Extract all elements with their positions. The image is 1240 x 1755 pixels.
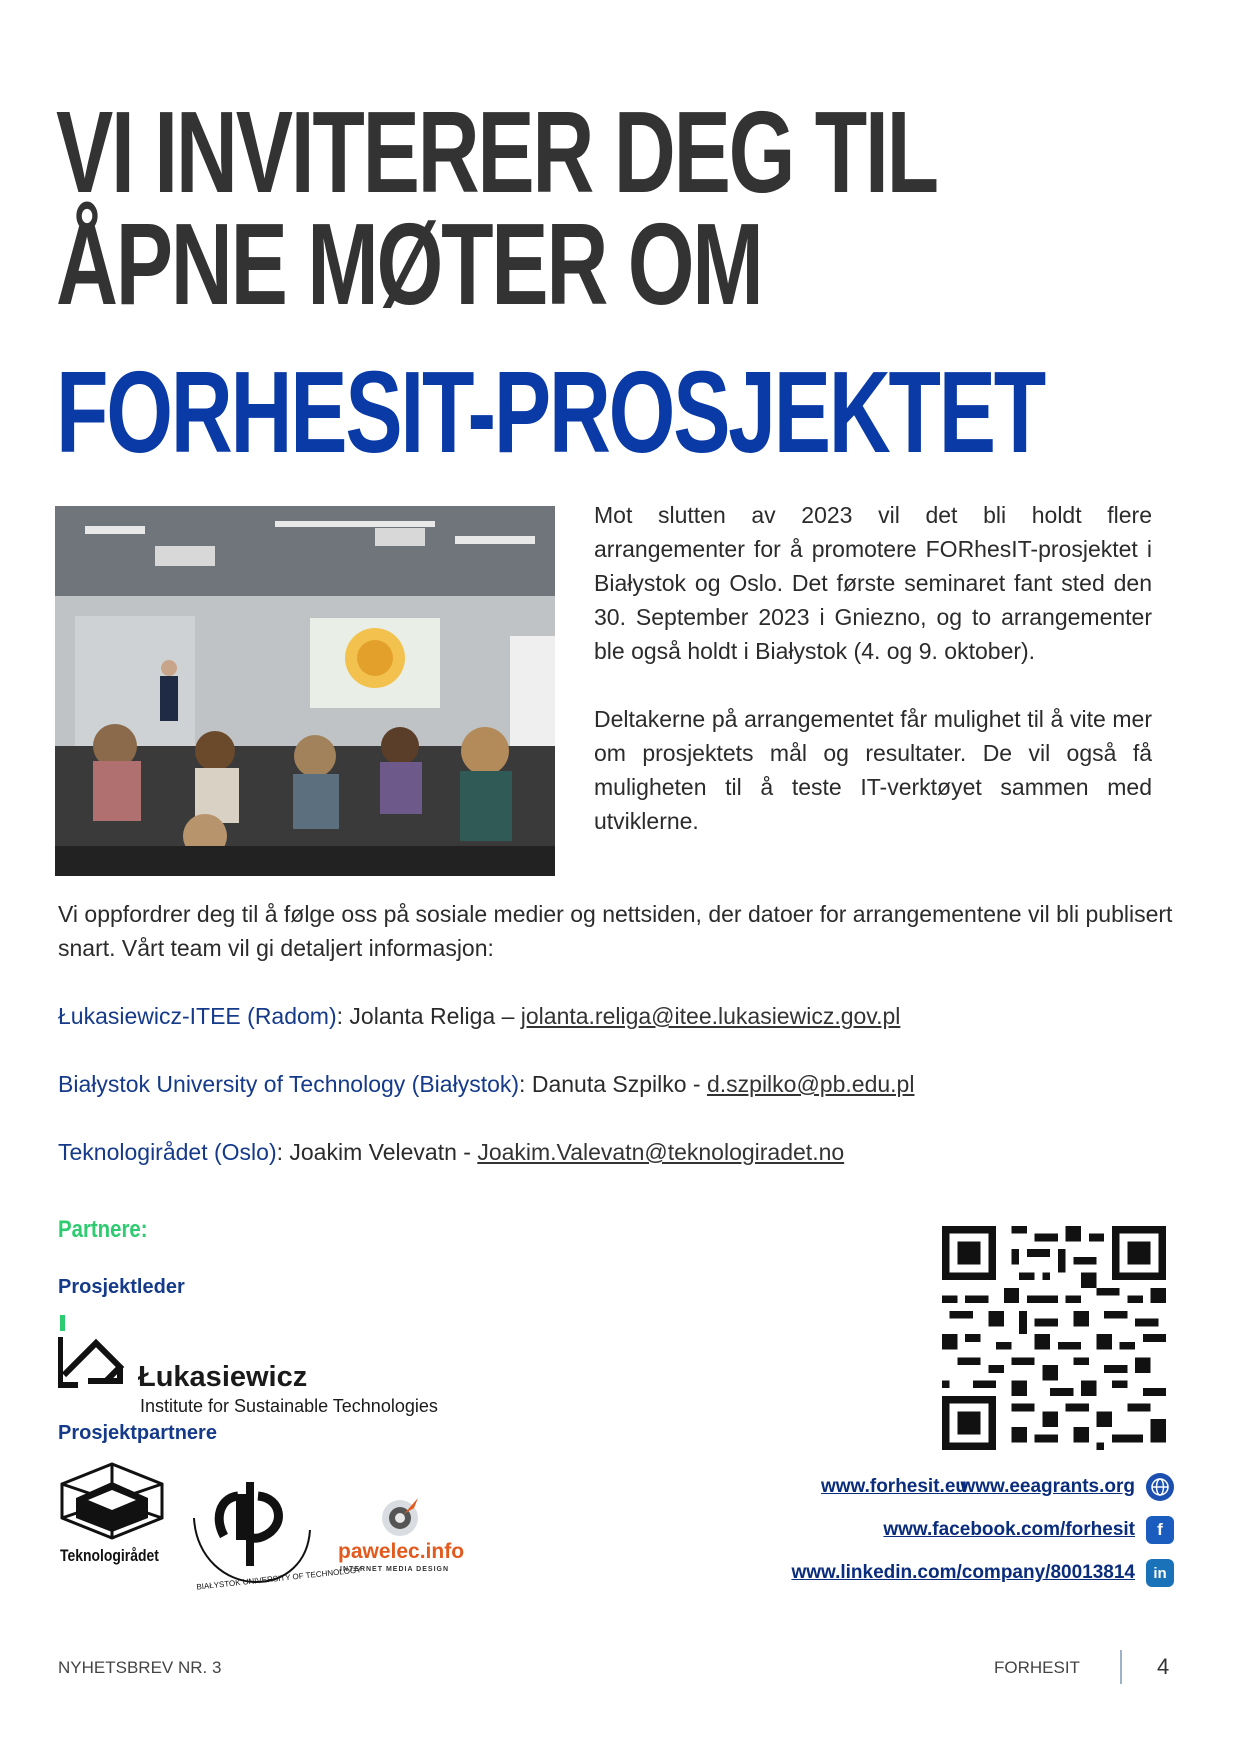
footer-divider — [1120, 1650, 1122, 1684]
contact-pb: Białystok University of Technology (Białystok): Danuta Szpilko - d.szpilko@pb.edu.pl — [58, 1071, 915, 1097]
contact-itee: Łukasiewicz-ITEE (Radom): Jolanta Religa – jolanta.religa@itee.lukasiewicz.gov.pl — [58, 1003, 901, 1029]
forhesit-website-link[interactable]: www.forhesit.eu — [820, 1476, 967, 1497]
project-lead-heading: Prosjektleder — [58, 1276, 185, 1298]
teknologiradet-name: Teknologirådet — [60, 1546, 159, 1565]
lukasiewicz-mark-icon — [58, 1315, 130, 1391]
contact-email-link[interactable]: jolanta.religa@itee.lukasiewicz.gov.pl — [520, 1003, 901, 1029]
pawelec-logo — [338, 1494, 468, 1584]
bialystok-university-name: BIAŁYSTOK UNIVERSITY OF TECHNOLOGY — [195, 1565, 362, 1592]
contact-email-link[interactable]: Joakim.Valevatn@teknologiradet.no — [477, 1139, 845, 1165]
contact-org: Teknologirådet (Oslo) — [58, 1139, 277, 1165]
pawelec-target-icon — [378, 1494, 422, 1538]
contact-teknologiradet: Teknologirådet (Oslo): Joakim Velevatn - Joakim.Valevatn@teknologiradet.no — [58, 1139, 845, 1165]
qr-code[interactable] — [942, 1226, 1166, 1450]
lukasiewicz-name: Łukasiewicz — [138, 1361, 308, 1393]
pawelec-tagline: INTERNET MEDIA DESIGN — [340, 1566, 450, 1573]
intro-paragraph-1: Mot slutten av 2023 vil det bli holdt flere arrangementer for å promotere FORhesIT-prosjektet i Białystok og Oslo. Det første seminaret fant sted den 30. September 2023 i Gniezno, og to arrangementer ble også holdt i Białystok (4. og 9. oktober). — [594, 502, 1152, 664]
lukasiewicz-logo — [58, 1315, 498, 1425]
pawelec-name: pawelec.info — [338, 1540, 465, 1563]
page-number: 4 — [1157, 1654, 1170, 1679]
project-partners-heading: Prosjektpartnere — [58, 1422, 217, 1444]
seminar-photo — [55, 506, 555, 876]
linkedin-link[interactable]: www.linkedin.com/company/80013814 — [791, 1562, 1135, 1583]
contact-person: Jolanta Religa – — [349, 1003, 521, 1029]
partners-heading: Partnere: — [58, 1216, 148, 1243]
bialystok-university-logo — [186, 1478, 362, 1592]
intro-paragraph-2: Deltakerne på arrangementet får mulighet til å vite mer om prosjektets mål og resultater. De vil også få muligheten til å teste IT-verktøyet sammen med utviklerne. — [594, 706, 1152, 834]
headline-line-1: VI INVITERER DEG TIL — [56, 87, 937, 217]
contact-email-link[interactable]: d.szpilko@pb.edu.pl — [706, 1071, 915, 1097]
eeagrants-website-link[interactable]: www.eeagrants.org — [960, 1476, 1135, 1497]
footer-brand: FORHESIT — [994, 1658, 1080, 1677]
globe-icon[interactable] — [1146, 1473, 1174, 1501]
globe-glyph-icon — [1150, 1477, 1170, 1497]
footer-newsletter-label: NYHETSBREV NR. 3 — [58, 1658, 222, 1677]
facebook-icon[interactable]: f — [1146, 1516, 1174, 1544]
lukasiewicz-subtitle: Institute for Sustainable Technologies — [140, 1396, 438, 1416]
headline-line-3: FORHESIT-PROSJEKTET — [56, 347, 1045, 477]
qr-code-icon — [942, 1226, 1166, 1450]
intro-text — [594, 498, 1152, 872]
headline-line-2: ÅPNE MØTER OM — [56, 199, 762, 329]
teknologiradet-logo — [58, 1462, 168, 1572]
linkedin-icon[interactable]: in — [1146, 1559, 1174, 1587]
contact-org: Białystok University of Technology (Białystok) — [58, 1071, 520, 1097]
contact-org: Łukasiewicz-ITEE (Radom) — [58, 1003, 337, 1029]
contact-person: Joakim Velevatn - — [289, 1139, 478, 1165]
facebook-link[interactable]: www.facebook.com/forhesit — [883, 1519, 1135, 1540]
encourage-paragraph: Vi oppfordrer deg til å følge oss på sosiale medier og nettsiden, der datoer for arrangementene vil bli publisert snart. Vårt team vil gi detaljert informasjon: — [58, 901, 1173, 961]
contact-person: Danuta Szpilko - — [531, 1071, 707, 1097]
teknologiradet-mark-icon — [58, 1462, 166, 1542]
